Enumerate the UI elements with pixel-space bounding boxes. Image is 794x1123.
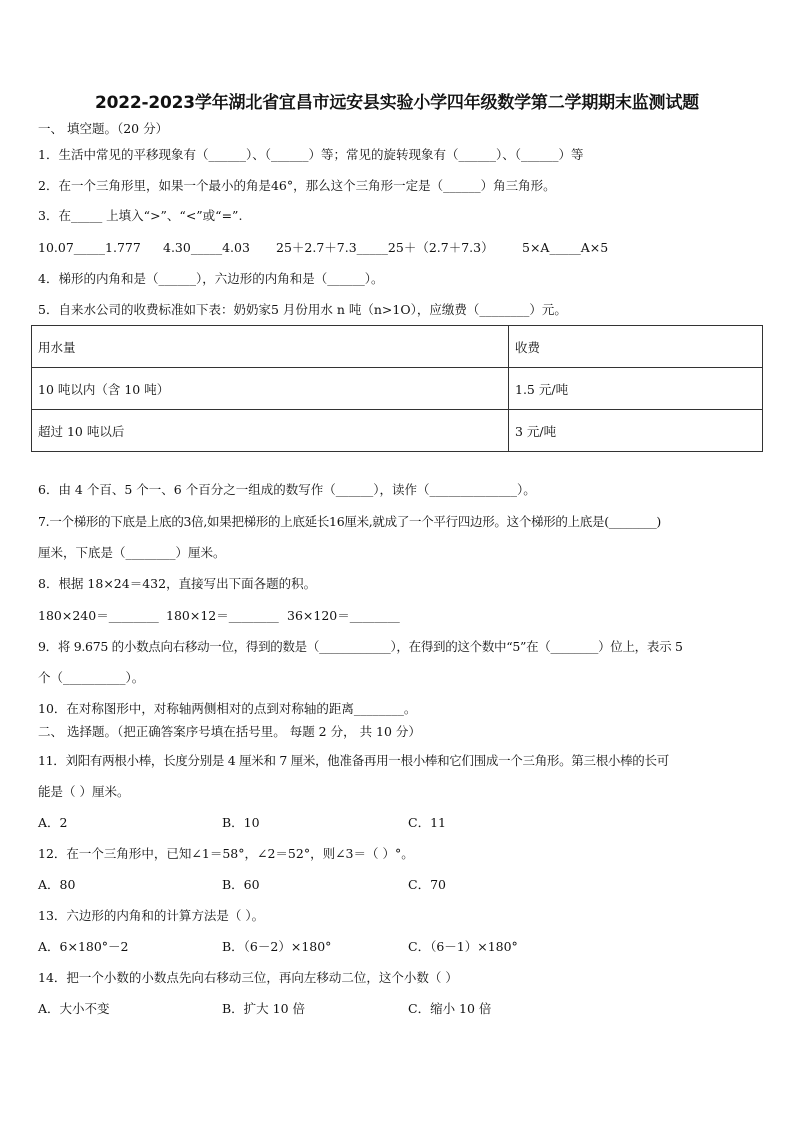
question-10: 10．在对称图形中，对称轴两侧相对的点到对称轴的距离________。: [38, 701, 417, 716]
question-11-line-2: 能是（ ）厘米。: [38, 784, 130, 799]
table-cell: 3 元/吨: [509, 410, 763, 452]
table-cell: 超过 10 吨以后: [32, 410, 509, 452]
question-7-line-2: 厘米，下底是（________）厘米。: [38, 545, 226, 560]
question-9-line-2: 个（__________）。: [38, 670, 145, 685]
question-14: 14．把一个小数的小数点先向右移动三位，再向左移动二位，这个小数（ ）: [38, 970, 458, 985]
question-8-item-c: 36×120＝________: [287, 608, 400, 623]
question-12-option-c: C．70: [408, 877, 446, 892]
question-14-option-c: C．缩小 10 倍: [408, 1001, 492, 1016]
question-13-option-c: C．（6－1）×180°: [408, 939, 518, 954]
question-3-item-d: 5×A_____A×5: [522, 240, 609, 255]
question-13: 13．六边形的内角和的计算方法是（ ）。: [38, 908, 265, 923]
question-2: 2．在一个三角形里，如果一个最小的角是46°，那么这个三角形一定是（______）角三角形。: [38, 178, 556, 193]
table-row: [32, 326, 763, 368]
question-12-option-b: B．60: [222, 877, 260, 892]
question-3: 3．在_____ 上填入“>”、“<”或“=”.: [38, 208, 243, 223]
question-14-option-a: A．大小不变: [38, 1001, 110, 1016]
question-11-option-a: A．2: [38, 815, 68, 830]
question-9-line-1: 9．将 9.675 的小数点向右移动一位，得到的数是（____________），在得到的这个数中“5”在（________）位上，表示 5: [38, 639, 683, 654]
section-1-heading: 一、 填空题。（20 分）: [38, 121, 169, 136]
table-header-usage: 用水量: [32, 326, 509, 368]
question-8-item-b: 180×12＝________: [166, 608, 279, 623]
table-cell: 10 吨以内（含 10 吨）: [32, 368, 509, 410]
question-1: 1．生活中常见的平移现象有（______）、（______）等；常见的旋转现象有（______）、（______）等: [38, 147, 584, 162]
question-8: 8．根据 18×24＝432，直接写出下面各题的积。: [38, 576, 317, 591]
question-12: 12．在一个三角形中，已知∠1＝58°，∠2＝52°，则∠3＝（ ）°。: [38, 846, 414, 861]
section-2-heading: 二、 选择题。（把正确答案序号填在括号里。 每题 2 分， 共 10 分）: [38, 724, 421, 739]
question-12-option-a: A．80: [38, 877, 76, 892]
question-11-line-1: 11．刘阳有两根小棒，长度分别是 4 厘米和 7 厘米，他准备再用一根小棒和它们围成一个三角形。第三根小棒的长可: [38, 753, 669, 768]
question-4: 4．梯形的内角和是（______），六边形的内角和是（______）。: [38, 271, 384, 286]
question-13-option-a: A．6×180°－2: [38, 939, 129, 954]
fee-table: [31, 325, 763, 452]
question-8-item-a: 180×240＝________: [38, 608, 159, 623]
table-cell: 1.5 元/吨: [509, 368, 763, 410]
question-14-option-b: B．扩大 10 倍: [222, 1001, 306, 1016]
question-6: 6．由 4 个百、5 个一、6 个百分之一组成的数写作（______），读作（______________）。: [38, 482, 536, 497]
question-5: 5．自来水公司的收费标准如下表：奶奶家5 月份用水 n 吨（n>1O），应缴费（________）元。: [38, 302, 567, 317]
question-3-item-b: 4.30_____4.03: [163, 240, 250, 255]
table-header-fee: 收费: [509, 326, 763, 368]
question-11-option-b: B．10: [222, 815, 260, 830]
question-11-option-c: C．11: [408, 815, 446, 830]
question-7-line-1: 7.一个梯形的下底是上底的3倍,如果把梯形的上底延长16厘米,就成了一个平行四边形。这个梯形的上底是(________): [38, 514, 661, 529]
question-3-item-c: 25＋2.7＋7.3_____25＋（2.7＋7.3）: [276, 240, 494, 255]
table-row: [32, 410, 763, 452]
table-row: [32, 368, 763, 410]
question-13-option-b: B．（6－2）×180°: [222, 939, 332, 954]
page-title: 2022-2023学年湖北省宜昌市远安县实验小学四年级数学第二学期期末监测试题: [95, 93, 699, 113]
question-3-item-a: 10.07_____1.777: [38, 240, 141, 255]
